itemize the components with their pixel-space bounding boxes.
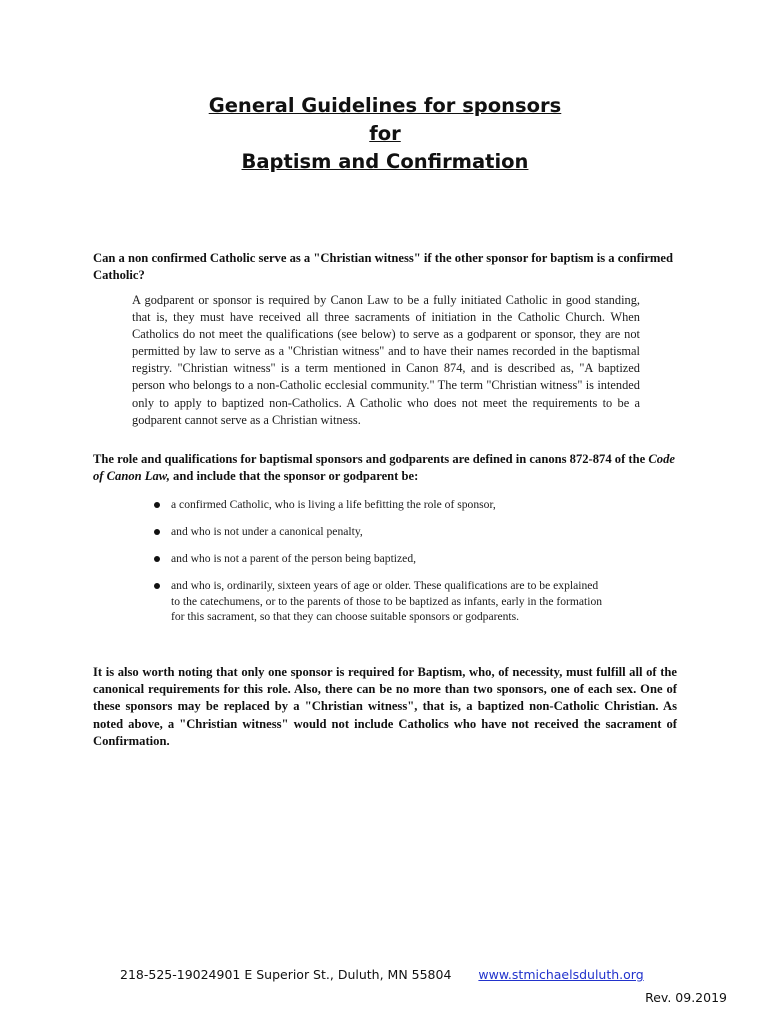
sponsor-qualifications-intro — [93, 451, 688, 485]
list-item-text: and who is, ordinarily, sixteen years of age or older. These qualifications are to be explained to the catechumens, or to the parents of those to be baptized as infants, early in the formation for this sacrament, so that they can choose suitable sponsors or godparents. — [171, 579, 603, 624]
bullet-icon — [154, 556, 160, 562]
list-item-text: a confirmed Catholic, who is living a life befitting the role of sponsor, — [171, 498, 496, 511]
list-item-text: and who is not a parent of the person being baptized, — [171, 552, 417, 566]
footer — [120, 966, 644, 984]
footer-contact: 218-525-19024901 E Superior St., Duluth, MN 55804 — [120, 967, 452, 982]
code-of-canon-law: Code of Canon Law, — [93, 452, 675, 483]
bullet-icon — [154, 583, 160, 589]
bullet-icon — [154, 529, 160, 535]
intro-text-before: The role and qualifications for baptismal sponsors and godparents are defined in canons 872-874 of the — [93, 452, 649, 466]
title-line-3: Baptism and Confirmation — [241, 150, 529, 173]
list-item — [152, 524, 604, 540]
answer-christian-witness: A godparent or sponsor is required by Canon Law to be a fully initiated Catholic in good standing, that is, they must have received all three sacraments of initiation in the Catholic Church. When Catholics do not meet the qualifications (see below) to serve as a godparent or sponsor, they are not permitted by law to serve as a "Christian witness" and to have their names recorded in the baptismal registry. "Christian witness" is a term mentioned in Canon 874, and is described as, "A baptized person who belongs to a non-Catholic ecclesial community." The term "Christian witness" is intended only to apply to baptized non-Catholics. A Catholic who does not meet the requirements to be a godparent cannot serve as a Christian witness. — [132, 293, 640, 427]
revision-date: Rev. 09.2019 — [645, 990, 727, 1005]
qualifications-list — [152, 497, 604, 637]
title-line-1: General Guidelines for sponsors — [208, 94, 562, 117]
bullet-icon — [154, 502, 160, 508]
intro-text-after: and include that the sponsor or godparent be: — [169, 469, 419, 483]
list-item — [152, 551, 604, 567]
list-item — [152, 497, 604, 513]
website-link[interactable]: www.stmichaelsduluth.org — [478, 967, 644, 982]
list-item — [152, 578, 604, 625]
title-line-2: for — [369, 122, 401, 145]
document-title — [0, 92, 770, 176]
list-item-text: and who is not under a canonical penalty, — [171, 525, 363, 539]
sponsor-note: It is also worth noting that only one sponsor is required for Baptism, who, of necessity, must fulfill all of the canonical requirements for this role. Also, there can be no more than two sponsors, one of each sex. One of these sponsors may be replaced by a "Christian witness", that is, a baptized non-Catholic Christian. As noted above, a "Christian witness" would not include Catholics who have not received the sacrament of Confirmation. — [93, 665, 677, 748]
question-christian-witness: Can a non confirmed Catholic serve as a "Christian witness" if the other sponsor for baptism is a confirmed Catholic? — [93, 251, 674, 282]
